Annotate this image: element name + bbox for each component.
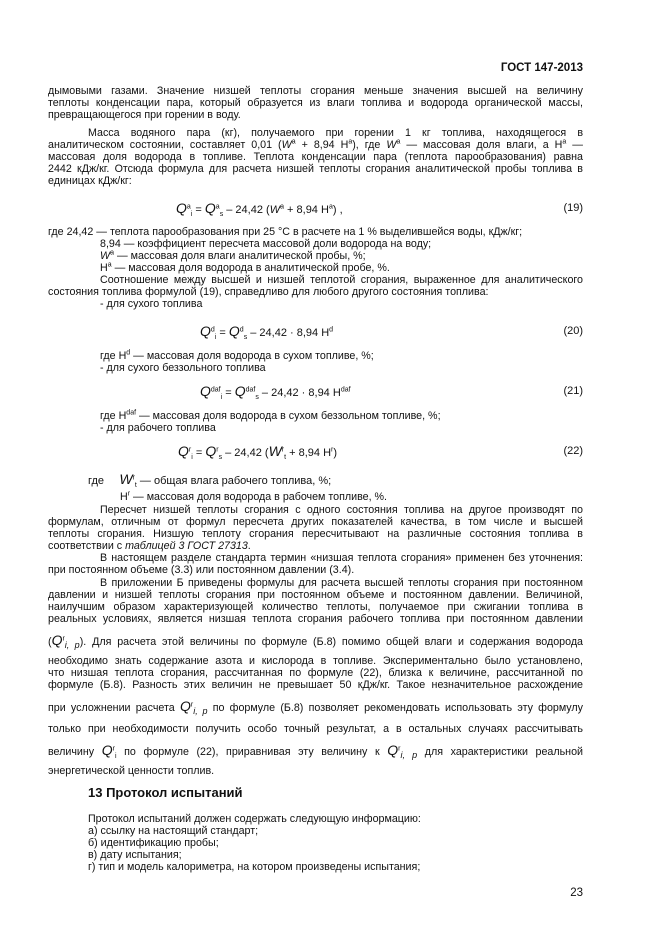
text-line: 2442 кДж/кг. Отсюда формула для расчета низшей теплоты сгорания аналитической пробы топлива в <box>48 163 583 175</box>
text-line: - для сухого топлива <box>100 298 203 310</box>
text-line: энергетической ценности топлив. <box>48 765 215 777</box>
list-item: б) идентификацию пробы; <box>88 837 219 849</box>
text-line: теплоты сгорания. Низшую теплоту сгорания пересчитывают на различные состояния топлива в <box>48 528 583 540</box>
formula-19: $Q^a_i = Q^a_s - 24,42$ ($W^a + 8,94$ $H^a$) , <box>176 200 343 219</box>
text-line: Масса водяного пара (кг), получаемого при горении 1 кг топлива, находящегося в <box>88 127 583 139</box>
standard-reference: таблицей 3 ГОСТ 27313 <box>125 540 248 552</box>
text-line: необходимо знать содержание азота и кислорода в топливе. Экспериментально было установлено, <box>48 655 583 667</box>
text-line: дымовыми газами. Значение низшей теплоты сгорания меньше значения высшей на величину <box>48 85 583 97</box>
text-line: аналитическом состоянии, составляет 0,01 ($W^a + 8,94$ $H^a$), где $W^a$ — массовая доля влаги, а $H^a$ — <box>48 138 583 151</box>
text-line: где $H^d$ — массовая доля водорода в сухом топливе, %; <box>100 349 374 362</box>
text-line: Пересчет низшей теплоты сгорания с одного состояния топлива на другое производят по <box>100 504 583 516</box>
text-line: формулам, отличным от формул пересчета других показателей качества, в том числе и высшей <box>48 516 583 528</box>
list-item: а) ссылку на настоящий стандарт; <box>88 825 259 837</box>
text-line: состояния топлива формулой (19), справедливо для любого другого состояния топлива: <box>48 286 489 298</box>
text-line: наилучшим образом характеризующей количество теплоты, получаемое при сжигании топлива в <box>48 601 583 613</box>
formula-20: $Q^d_i = Q^d_s - 24,42 \cdot 8,94$ $H^d$ <box>200 323 334 342</box>
text-line: давлении и низшей теплоты сгорания при постоянном объеме и постоянном давлении. Величиной, <box>48 589 583 601</box>
text-line: теплоты конденсации пара, который образуется из влаги топлива и водорода органической массы, <box>48 97 583 109</box>
formula-21: $Q^{daf}_i = Q^{daf}_s - 24,42 \cdot 8,94$ $H^{daf}$ <box>200 383 351 402</box>
text-line: соответствии с таблицей 3 ГОСТ 27313. <box>48 540 251 552</box>
formula-22: $Q^r_i = Q^r_s - 24,42$ ($W^r_t + 8,94$ $H^r$) <box>178 443 338 462</box>
page-number: 23 <box>570 887 583 899</box>
text-line: превращающегося при горении в воду. <box>48 109 241 121</box>
text-line: - для рабочего топлива <box>100 422 216 434</box>
text-line: только при необходимости получить особо точный результат, а в остальных случаях рассчитывать <box>48 723 583 735</box>
text-line: где $H^{daf}$ — массовая доля водорода в сухом беззольном топливе, %; <box>100 409 441 422</box>
text-line: где $W^r_t$ — общая влага рабочего топлива, %; <box>88 471 332 490</box>
formula-number: (21) <box>563 385 583 397</box>
list-item: г) тип и модель калориметра, на котором произведены испытания; <box>88 861 421 873</box>
text-line: массовая доля водорода в топливе. Теплота конденсации пара (теплота парообразования) равна <box>48 151 583 163</box>
text-line: где 24,42 — теплота парообразования при 25 °С в расчете на 1 % выделившейся воды, кДж/кг; <box>48 226 523 238</box>
list-item: в) дату испытания; <box>88 849 182 861</box>
text-line: В настоящем разделе стандарта термин «низшая теплота сгорания» применен без уточнения: <box>100 552 583 564</box>
text-line: $W^a$ — массовая доля влаги аналитической пробы, %; <box>100 249 366 262</box>
text-line: $(Q^r_{i, p})$. Для расчета этой величины по формуле (Б.8) помимо общей влаги и содержания водорода <box>48 632 583 650</box>
formula-number: (22) <box>563 445 583 457</box>
list-intro: Протокол испытаний должен содержать следующую информацию: <box>88 813 421 825</box>
text-line: при усложнении расчета $Q^r_{i, p}$ по формуле (Б.8) позволяет рекомендовать использовать эту формулу <box>48 698 583 716</box>
text-line: при постоянном объеме (3.3) или постоянном давлении (3.4). <box>48 564 355 576</box>
text-line: В приложении Б приведены формулы для расчета высшей теплоты сгорания при постоянном <box>100 577 583 589</box>
text-line: реальных условиях, является низшая теплота сгорания рабочего топлива при постоянном давлении <box>48 613 583 625</box>
text-line: что низшая теплота сгорания, рассчитанная по формуле (22), близка к величине, рассчитанной по <box>48 667 583 679</box>
formula-number: (19) <box>563 202 583 214</box>
text-line: 8,94 — коэффициент пересчета массовой доли водорода на воду; <box>100 238 432 250</box>
section-heading: 13 Протокол испытаний <box>88 785 243 800</box>
text-line: Соотношение между высшей и низшей теплотой сгорания, выраженное для аналитического <box>100 274 583 286</box>
formula-number: (20) <box>563 325 583 337</box>
text-line: $H^r$ — массовая доля водорода в рабочем топливе, %. <box>120 490 387 503</box>
text-line: - для сухого беззольного топлива <box>100 362 266 374</box>
standard-header: ГОСТ 147-2013 <box>500 62 583 74</box>
text-line: $H^a$ — массовая доля водорода в аналитической пробе, %. <box>100 261 390 274</box>
text-line: величину $Q^r_i$ по формуле (22), приравнивая эту величину к $Q^r_{i, p}$ для характеристики реальной <box>48 742 583 760</box>
text-line: формуле (Б.8). Разность этих величин не превышает 50 кДж/кг. Такое незначительное расхождение <box>48 679 583 691</box>
text-line: единицах кДж/кг: <box>48 175 132 187</box>
